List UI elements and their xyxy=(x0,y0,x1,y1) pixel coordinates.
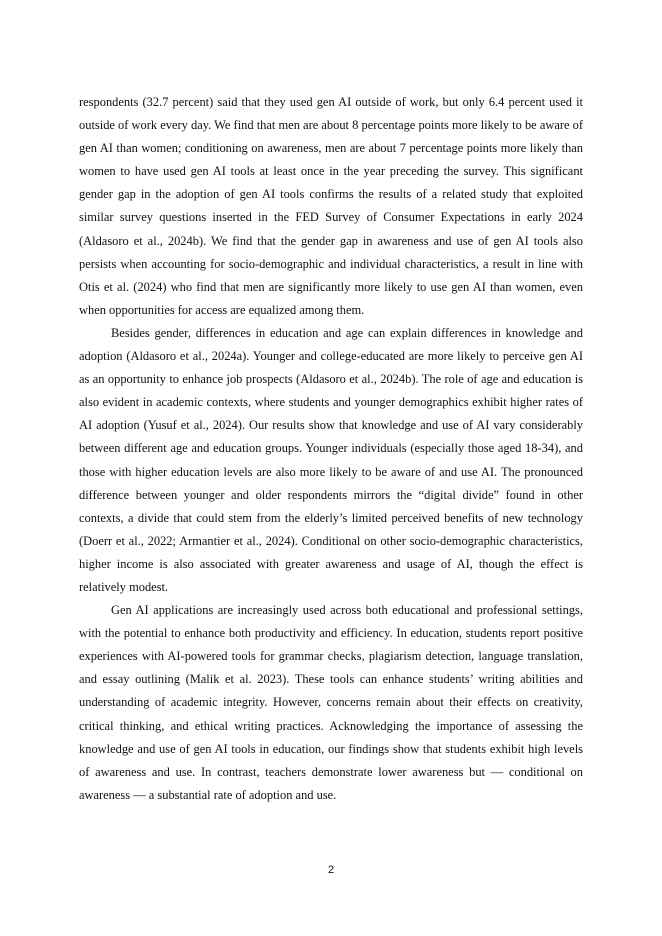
paragraph-1: respondents (32.7 percent) said that they used gen AI outside of work, but only 6.4 percent used it outside of work every day. We find that men are about 8 percentage points more likely to be aware of gen AI than women; conditioning on awareness, men are about 7 percentage points more likely than women to have used gen AI tools at least once in the year preceding the survey. This significant gender gap in the adoption of gen AI tools confirms the results of a related study that exploited similar survey questions inserted in the FED Survey of Consumer Expectations in early 2024 (Aldasoro et al., 2024b). We find that the gender gap in awareness and use of gen AI tools also persists when accounting for socio-demographic and individual characteristics, a result in line with Otis et al. (2024) who find that men are significantly more likely to use gen AI than women, even when opportunities for access are equalized among them. xyxy=(79,95,583,317)
body-text xyxy=(79,91,583,807)
paragraph-3: Gen AI applications are increasingly used across both educational and professional settings, with the potential to enhance both productivity and efficiency. In education, students report positive experiences with AI-powered tools for grammar checks, plagiarism detection, language translation, and essay outlining (Malik et al. 2023). These tools can enhance students’ writing abilities and understanding of academic integrity. However, concerns remain about their effects on creativity, critical thinking, and ethical writing practices. Acknowledging the importance of assessing the knowledge and use of gen AI tools in education, our findings show that students exhibit high levels of awareness and use. In contrast, teachers demonstrate lower awareness but — conditional on awareness — a substantial rate of adoption and use. xyxy=(79,603,583,802)
page-number: 2 xyxy=(327,864,335,876)
paragraph-2: Besides gender, differences in education and age can explain differences in knowledge and adoption (Aldasoro et al., 2024a). Younger and college-educated are more likely to perceive gen AI as an opportunity to enhance job prospects (Aldasoro et al., 2024b). The role of age and education is also evident in academic contexts, where students and younger demographics exhibit higher rates of AI adoption (Yusuf et al., 2024). Our results show that knowledge and use of AI vary considerably between different age and education groups. Younger individuals (especially those aged 18-34), and those with higher education levels are also more likely to be aware of and use AI. The pronounced difference between younger and older respondents mirrors the “digital divide” found in other contexts, a divide that could stem from the elderly’s limited perceived benefits of new technology (Doerr et al., 2022; Armantier et al., 2024). Conditional on other socio-demographic characteristics, higher income is also associated with greater awareness and usage of AI, though the effect is relatively modest. xyxy=(79,325,583,594)
